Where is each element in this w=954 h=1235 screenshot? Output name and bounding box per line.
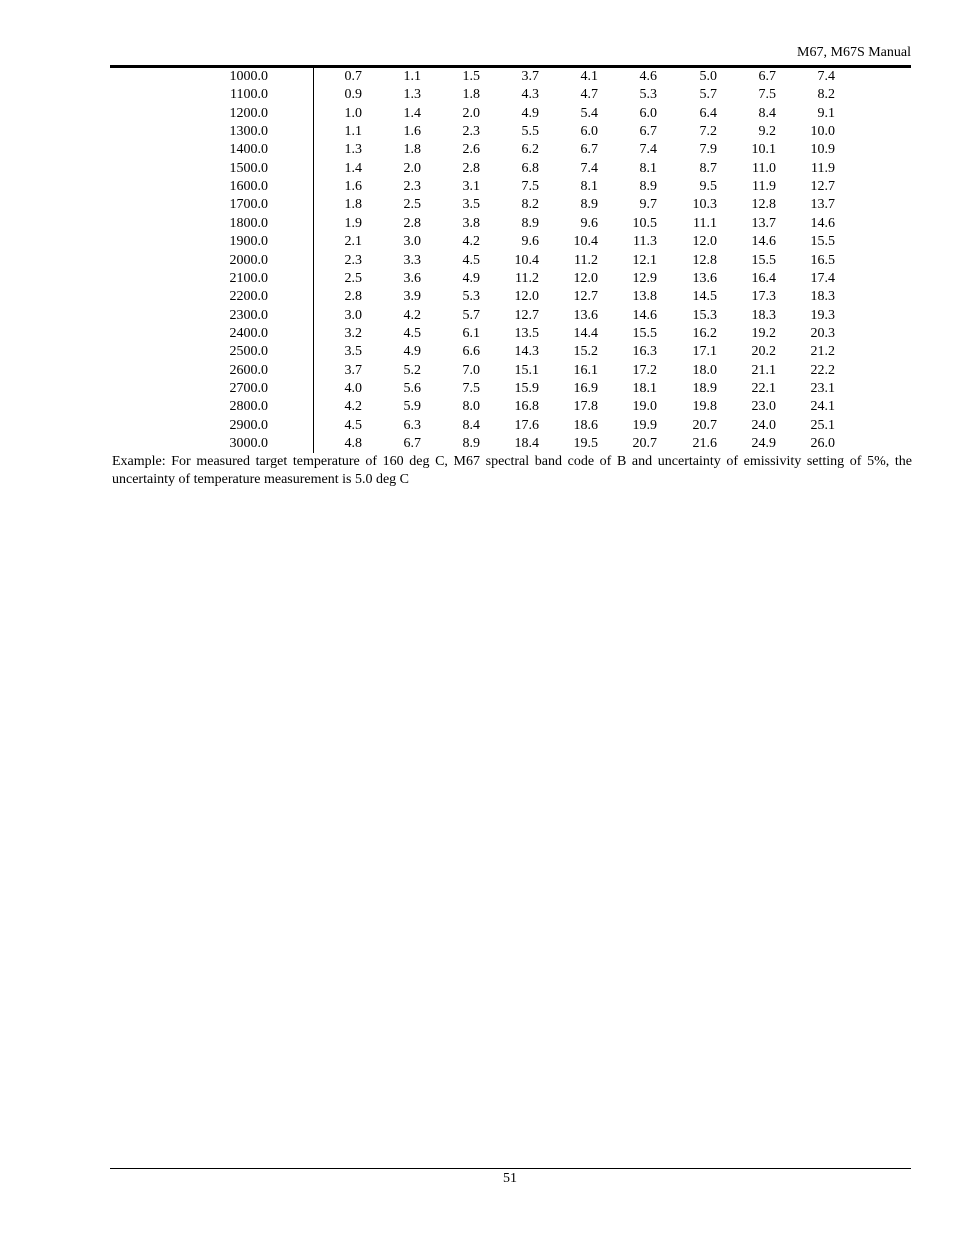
uncertainty-cell: 16.8 (514, 399, 539, 415)
uncertainty-cell: 19.9 (632, 417, 657, 433)
uncertainty-cell: 20.7 (632, 436, 657, 451)
uncertainty-cell: 11.9 (811, 160, 835, 176)
uncertainty-cell: 11.2 (574, 252, 598, 268)
uncertainty-cell: 2.8 (462, 160, 480, 176)
table-row (0, 417, 954, 435)
uncertainty-cell: 7.5 (521, 179, 539, 195)
uncertainty-cell: 17.8 (573, 399, 598, 415)
uncertainty-cell: 7.4 (639, 142, 657, 158)
uncertainty-cell: 5.7 (699, 87, 717, 103)
table-row (0, 123, 954, 141)
uncertainty-cell: 1.5 (462, 69, 480, 84)
example-note: Example: For measured target temperature of 160 deg C, M67 spectral band code of B and uncertainty of emissivity setting of 5%, the uncertainty of temperature measurement is 5.0 deg C (112, 454, 912, 487)
uncertainty-cell: 5.7 (462, 307, 480, 323)
table-row (0, 105, 954, 123)
uncertainty-cell: 2.5 (344, 270, 362, 286)
footer-rule (110, 1168, 911, 1169)
uncertainty-cell: 17.1 (692, 344, 717, 360)
uncertainty-cell: 1.0 (344, 105, 362, 121)
uncertainty-cell: 21.6 (692, 436, 717, 451)
uncertainty-cell: 12.0 (514, 289, 539, 305)
uncertainty-cell: 9.1 (817, 105, 835, 121)
uncertainty-cell: 5.9 (403, 399, 421, 415)
uncertainty-cell: 9.7 (639, 197, 657, 213)
uncertainty-cell: 3.1 (462, 179, 480, 195)
uncertainty-cell: 8.4 (462, 417, 480, 433)
table-row (0, 178, 954, 196)
temperature-cell: 2900.0 (229, 417, 268, 433)
table-row (0, 233, 954, 251)
uncertainty-cell: 16.5 (810, 252, 835, 268)
uncertainty-cell: 14.5 (692, 289, 717, 305)
uncertainty-cell: 4.5 (462, 252, 480, 268)
uncertainty-cell: 24.9 (751, 436, 776, 451)
uncertainty-table (0, 68, 954, 453)
uncertainty-cell: 18.6 (573, 417, 598, 433)
uncertainty-cell: 3.0 (403, 234, 421, 250)
uncertainty-cell: 10.9 (810, 142, 835, 158)
uncertainty-cell: 13.8 (632, 289, 657, 305)
page-number: 51 (503, 1171, 517, 1186)
uncertainty-cell: 13.7 (751, 215, 776, 231)
uncertainty-cell: 5.5 (521, 124, 539, 140)
uncertainty-cell: 6.1 (462, 325, 480, 341)
uncertainty-cell: 6.2 (521, 142, 539, 158)
table-row (0, 86, 954, 104)
uncertainty-cell: 7.5 (462, 380, 480, 396)
uncertainty-cell: 11.0 (752, 160, 776, 176)
uncertainty-cell: 6.8 (521, 160, 539, 176)
temperature-cell: 2400.0 (229, 325, 268, 341)
uncertainty-cell: 19.3 (810, 307, 835, 323)
uncertainty-cell: 3.7 (344, 362, 362, 378)
uncertainty-cell: 10.4 (573, 234, 598, 250)
uncertainty-cell: 5.3 (639, 87, 657, 103)
temperature-cell: 2800.0 (229, 399, 268, 415)
uncertainty-cell: 8.2 (817, 87, 835, 103)
uncertainty-cell: 26.0 (810, 436, 835, 451)
uncertainty-cell: 8.0 (462, 399, 480, 415)
uncertainty-cell: 10.0 (810, 124, 835, 140)
uncertainty-cell: 17.6 (514, 417, 539, 433)
uncertainty-cell: 15.9 (514, 380, 539, 396)
uncertainty-cell: 2.3 (403, 179, 421, 195)
temperature-cell: 1600.0 (229, 179, 268, 195)
uncertainty-cell: 12.8 (692, 252, 717, 268)
uncertainty-cell: 12.8 (751, 197, 776, 213)
table-row (0, 196, 954, 214)
uncertainty-cell: 11.9 (752, 179, 776, 195)
uncertainty-cell: 12.7 (810, 179, 835, 195)
uncertainty-cell: 15.5 (751, 252, 776, 268)
uncertainty-cell: 4.2 (403, 307, 421, 323)
uncertainty-cell: 2.3 (462, 124, 480, 140)
uncertainty-cell: 10.3 (692, 197, 717, 213)
uncertainty-cell: 4.8 (344, 436, 362, 451)
uncertainty-cell: 12.1 (632, 252, 657, 268)
table-row (0, 325, 954, 343)
uncertainty-cell: 8.9 (639, 179, 657, 195)
uncertainty-cell: 1.8 (462, 87, 480, 103)
uncertainty-cell: 25.1 (810, 417, 835, 433)
uncertainty-cell: 6.7 (639, 124, 657, 140)
temperature-cell: 1900.0 (229, 234, 268, 250)
uncertainty-cell: 2.1 (344, 234, 362, 250)
uncertainty-cell: 14.6 (751, 234, 776, 250)
uncertainty-cell: 16.9 (573, 380, 598, 396)
temperature-cell: 1000.0 (229, 69, 268, 84)
uncertainty-cell: 16.2 (692, 325, 717, 341)
uncertainty-cell: 4.9 (403, 344, 421, 360)
table-row (0, 288, 954, 306)
uncertainty-cell: 19.5 (573, 436, 598, 451)
table-column-divider (313, 68, 314, 453)
uncertainty-cell: 20.2 (751, 344, 776, 360)
uncertainty-cell: 4.9 (462, 270, 480, 286)
uncertainty-cell: 3.9 (403, 289, 421, 305)
table-row (0, 380, 954, 398)
uncertainty-cell: 1.3 (403, 87, 421, 103)
temperature-cell: 1500.0 (229, 160, 268, 176)
uncertainty-cell: 4.9 (521, 105, 539, 121)
uncertainty-cell: 15.3 (692, 307, 717, 323)
uncertainty-cell: 6.4 (699, 105, 717, 121)
uncertainty-cell: 1.3 (344, 142, 362, 158)
table-row (0, 68, 954, 86)
uncertainty-cell: 14.6 (632, 307, 657, 323)
uncertainty-cell: 1.6 (344, 179, 362, 195)
temperature-cell: 3000.0 (229, 436, 268, 451)
uncertainty-cell: 18.0 (692, 362, 717, 378)
uncertainty-cell: 5.6 (403, 380, 421, 396)
uncertainty-cell: 1.1 (403, 69, 421, 84)
uncertainty-cell: 0.7 (344, 69, 362, 84)
uncertainty-cell: 13.6 (573, 307, 598, 323)
uncertainty-cell: 13.6 (692, 270, 717, 286)
temperature-cell: 2700.0 (229, 380, 268, 396)
uncertainty-cell: 5.4 (580, 105, 598, 121)
temperature-cell: 2100.0 (229, 270, 268, 286)
uncertainty-cell: 8.9 (521, 215, 539, 231)
uncertainty-cell: 3.7 (521, 69, 539, 84)
uncertainty-cell: 20.7 (692, 417, 717, 433)
uncertainty-cell: 12.0 (573, 270, 598, 286)
uncertainty-cell: 15.2 (573, 344, 598, 360)
uncertainty-cell: 17.2 (632, 362, 657, 378)
uncertainty-cell: 4.2 (344, 399, 362, 415)
running-header-title: M67, M67S Manual (797, 45, 911, 60)
uncertainty-cell: 20.3 (810, 325, 835, 341)
uncertainty-cell: 16.1 (573, 362, 598, 378)
uncertainty-cell: 1.8 (344, 197, 362, 213)
uncertainty-cell: 1.4 (403, 105, 421, 121)
uncertainty-cell: 3.5 (462, 197, 480, 213)
uncertainty-cell: 17.3 (751, 289, 776, 305)
uncertainty-cell: 8.9 (462, 436, 480, 451)
uncertainty-cell: 11.1 (693, 215, 717, 231)
uncertainty-cell: 4.1 (580, 69, 598, 84)
uncertainty-cell: 9.6 (521, 234, 539, 250)
uncertainty-cell: 5.2 (403, 362, 421, 378)
uncertainty-cell: 15.5 (632, 325, 657, 341)
uncertainty-cell: 17.4 (810, 270, 835, 286)
uncertainty-cell: 24.0 (751, 417, 776, 433)
uncertainty-cell: 2.8 (403, 215, 421, 231)
uncertainty-cell: 2.0 (403, 160, 421, 176)
uncertainty-cell: 19.8 (692, 399, 717, 415)
uncertainty-cell: 5.3 (462, 289, 480, 305)
temperature-cell: 1400.0 (229, 142, 268, 158)
uncertainty-cell: 8.4 (758, 105, 776, 121)
uncertainty-cell: 18.9 (692, 380, 717, 396)
temperature-cell: 2000.0 (229, 252, 268, 268)
uncertainty-cell: 16.3 (632, 344, 657, 360)
uncertainty-cell: 19.0 (632, 399, 657, 415)
uncertainty-cell: 14.6 (810, 215, 835, 231)
uncertainty-cell: 15.1 (514, 362, 539, 378)
table-row (0, 398, 954, 416)
uncertainty-cell: 3.5 (344, 344, 362, 360)
uncertainty-cell: 8.1 (639, 160, 657, 176)
uncertainty-cell: 8.1 (580, 179, 598, 195)
uncertainty-cell: 16.4 (751, 270, 776, 286)
uncertainty-cell: 11.2 (515, 270, 539, 286)
uncertainty-cell: 3.6 (403, 270, 421, 286)
uncertainty-cell: 9.6 (580, 215, 598, 231)
uncertainty-cell: 10.1 (751, 142, 776, 158)
table-row (0, 252, 954, 270)
temperature-cell: 2200.0 (229, 289, 268, 305)
temperature-cell: 2600.0 (229, 362, 268, 378)
temperature-cell: 1100.0 (230, 87, 268, 103)
uncertainty-cell: 6.6 (462, 344, 480, 360)
temperature-cell: 1800.0 (229, 215, 268, 231)
uncertainty-cell: 1.9 (344, 215, 362, 231)
uncertainty-cell: 2.8 (344, 289, 362, 305)
uncertainty-cell: 8.9 (580, 197, 598, 213)
temperature-cell: 1200.0 (229, 105, 268, 121)
table-row (0, 270, 954, 288)
uncertainty-cell: 1.4 (344, 160, 362, 176)
uncertainty-cell: 6.0 (639, 105, 657, 121)
uncertainty-cell: 15.5 (810, 234, 835, 250)
uncertainty-cell: 13.7 (810, 197, 835, 213)
uncertainty-cell: 5.0 (699, 69, 717, 84)
uncertainty-cell: 1.8 (403, 142, 421, 158)
uncertainty-cell: 7.4 (580, 160, 598, 176)
uncertainty-cell: 2.5 (403, 197, 421, 213)
uncertainty-cell: 2.3 (344, 252, 362, 268)
uncertainty-cell: 7.0 (462, 362, 480, 378)
uncertainty-cell: 4.6 (639, 69, 657, 84)
uncertainty-cell: 12.7 (573, 289, 598, 305)
uncertainty-cell: 6.7 (758, 69, 776, 84)
uncertainty-cell: 8.7 (699, 160, 717, 176)
uncertainty-cell: 4.2 (462, 234, 480, 250)
uncertainty-cell: 1.6 (403, 124, 421, 140)
uncertainty-cell: 24.1 (810, 399, 835, 415)
uncertainty-cell: 9.2 (758, 124, 776, 140)
temperature-cell: 2500.0 (229, 344, 268, 360)
uncertainty-cell: 3.8 (462, 215, 480, 231)
table-row (0, 435, 954, 453)
table-row (0, 215, 954, 233)
uncertainty-cell: 0.9 (344, 87, 362, 103)
uncertainty-cell: 18.3 (810, 289, 835, 305)
uncertainty-cell: 22.1 (751, 380, 776, 396)
uncertainty-cell: 12.7 (514, 307, 539, 323)
uncertainty-cell: 2.6 (462, 142, 480, 158)
uncertainty-cell: 3.0 (344, 307, 362, 323)
uncertainty-cell: 22.2 (810, 362, 835, 378)
uncertainty-cell: 18.3 (751, 307, 776, 323)
uncertainty-cell: 4.5 (344, 417, 362, 433)
uncertainty-cell: 4.0 (344, 380, 362, 396)
uncertainty-cell: 7.4 (817, 69, 835, 84)
uncertainty-cell: 8.2 (521, 197, 539, 213)
uncertainty-cell: 6.7 (580, 142, 598, 158)
uncertainty-cell: 21.1 (751, 362, 776, 378)
table-row (0, 160, 954, 178)
temperature-cell: 2300.0 (229, 307, 268, 323)
uncertainty-cell: 12.9 (632, 270, 657, 286)
temperature-cell: 1700.0 (229, 197, 268, 213)
uncertainty-cell: 4.7 (580, 87, 598, 103)
table-row (0, 343, 954, 361)
uncertainty-cell: 13.5 (514, 325, 539, 341)
uncertainty-cell: 10.5 (632, 215, 657, 231)
uncertainty-cell: 3.2 (344, 325, 362, 341)
uncertainty-cell: 2.0 (462, 105, 480, 121)
table-row (0, 362, 954, 380)
uncertainty-cell: 1.1 (344, 124, 362, 140)
temperature-cell: 1300.0 (229, 124, 268, 140)
uncertainty-cell: 7.9 (699, 142, 717, 158)
uncertainty-cell: 6.3 (403, 417, 421, 433)
uncertainty-cell: 4.3 (521, 87, 539, 103)
uncertainty-cell: 12.0 (692, 234, 717, 250)
uncertainty-cell: 6.0 (580, 124, 598, 140)
uncertainty-cell: 3.3 (403, 252, 421, 268)
uncertainty-cell: 21.2 (810, 344, 835, 360)
uncertainty-cell: 19.2 (751, 325, 776, 341)
uncertainty-cell: 4.5 (403, 325, 421, 341)
uncertainty-cell: 14.3 (514, 344, 539, 360)
uncertainty-cell: 6.7 (403, 436, 421, 451)
uncertainty-cell: 11.3 (633, 234, 657, 250)
uncertainty-cell: 10.4 (514, 252, 539, 268)
uncertainty-cell: 23.1 (810, 380, 835, 396)
uncertainty-cell: 18.1 (632, 380, 657, 396)
uncertainty-cell: 23.0 (751, 399, 776, 415)
uncertainty-cell: 9.5 (699, 179, 717, 195)
uncertainty-cell: 7.5 (758, 87, 776, 103)
table-row (0, 141, 954, 159)
uncertainty-cell: 7.2 (699, 124, 717, 140)
uncertainty-cell: 18.4 (514, 436, 539, 451)
uncertainty-cell: 14.4 (573, 325, 598, 341)
table-row (0, 307, 954, 325)
